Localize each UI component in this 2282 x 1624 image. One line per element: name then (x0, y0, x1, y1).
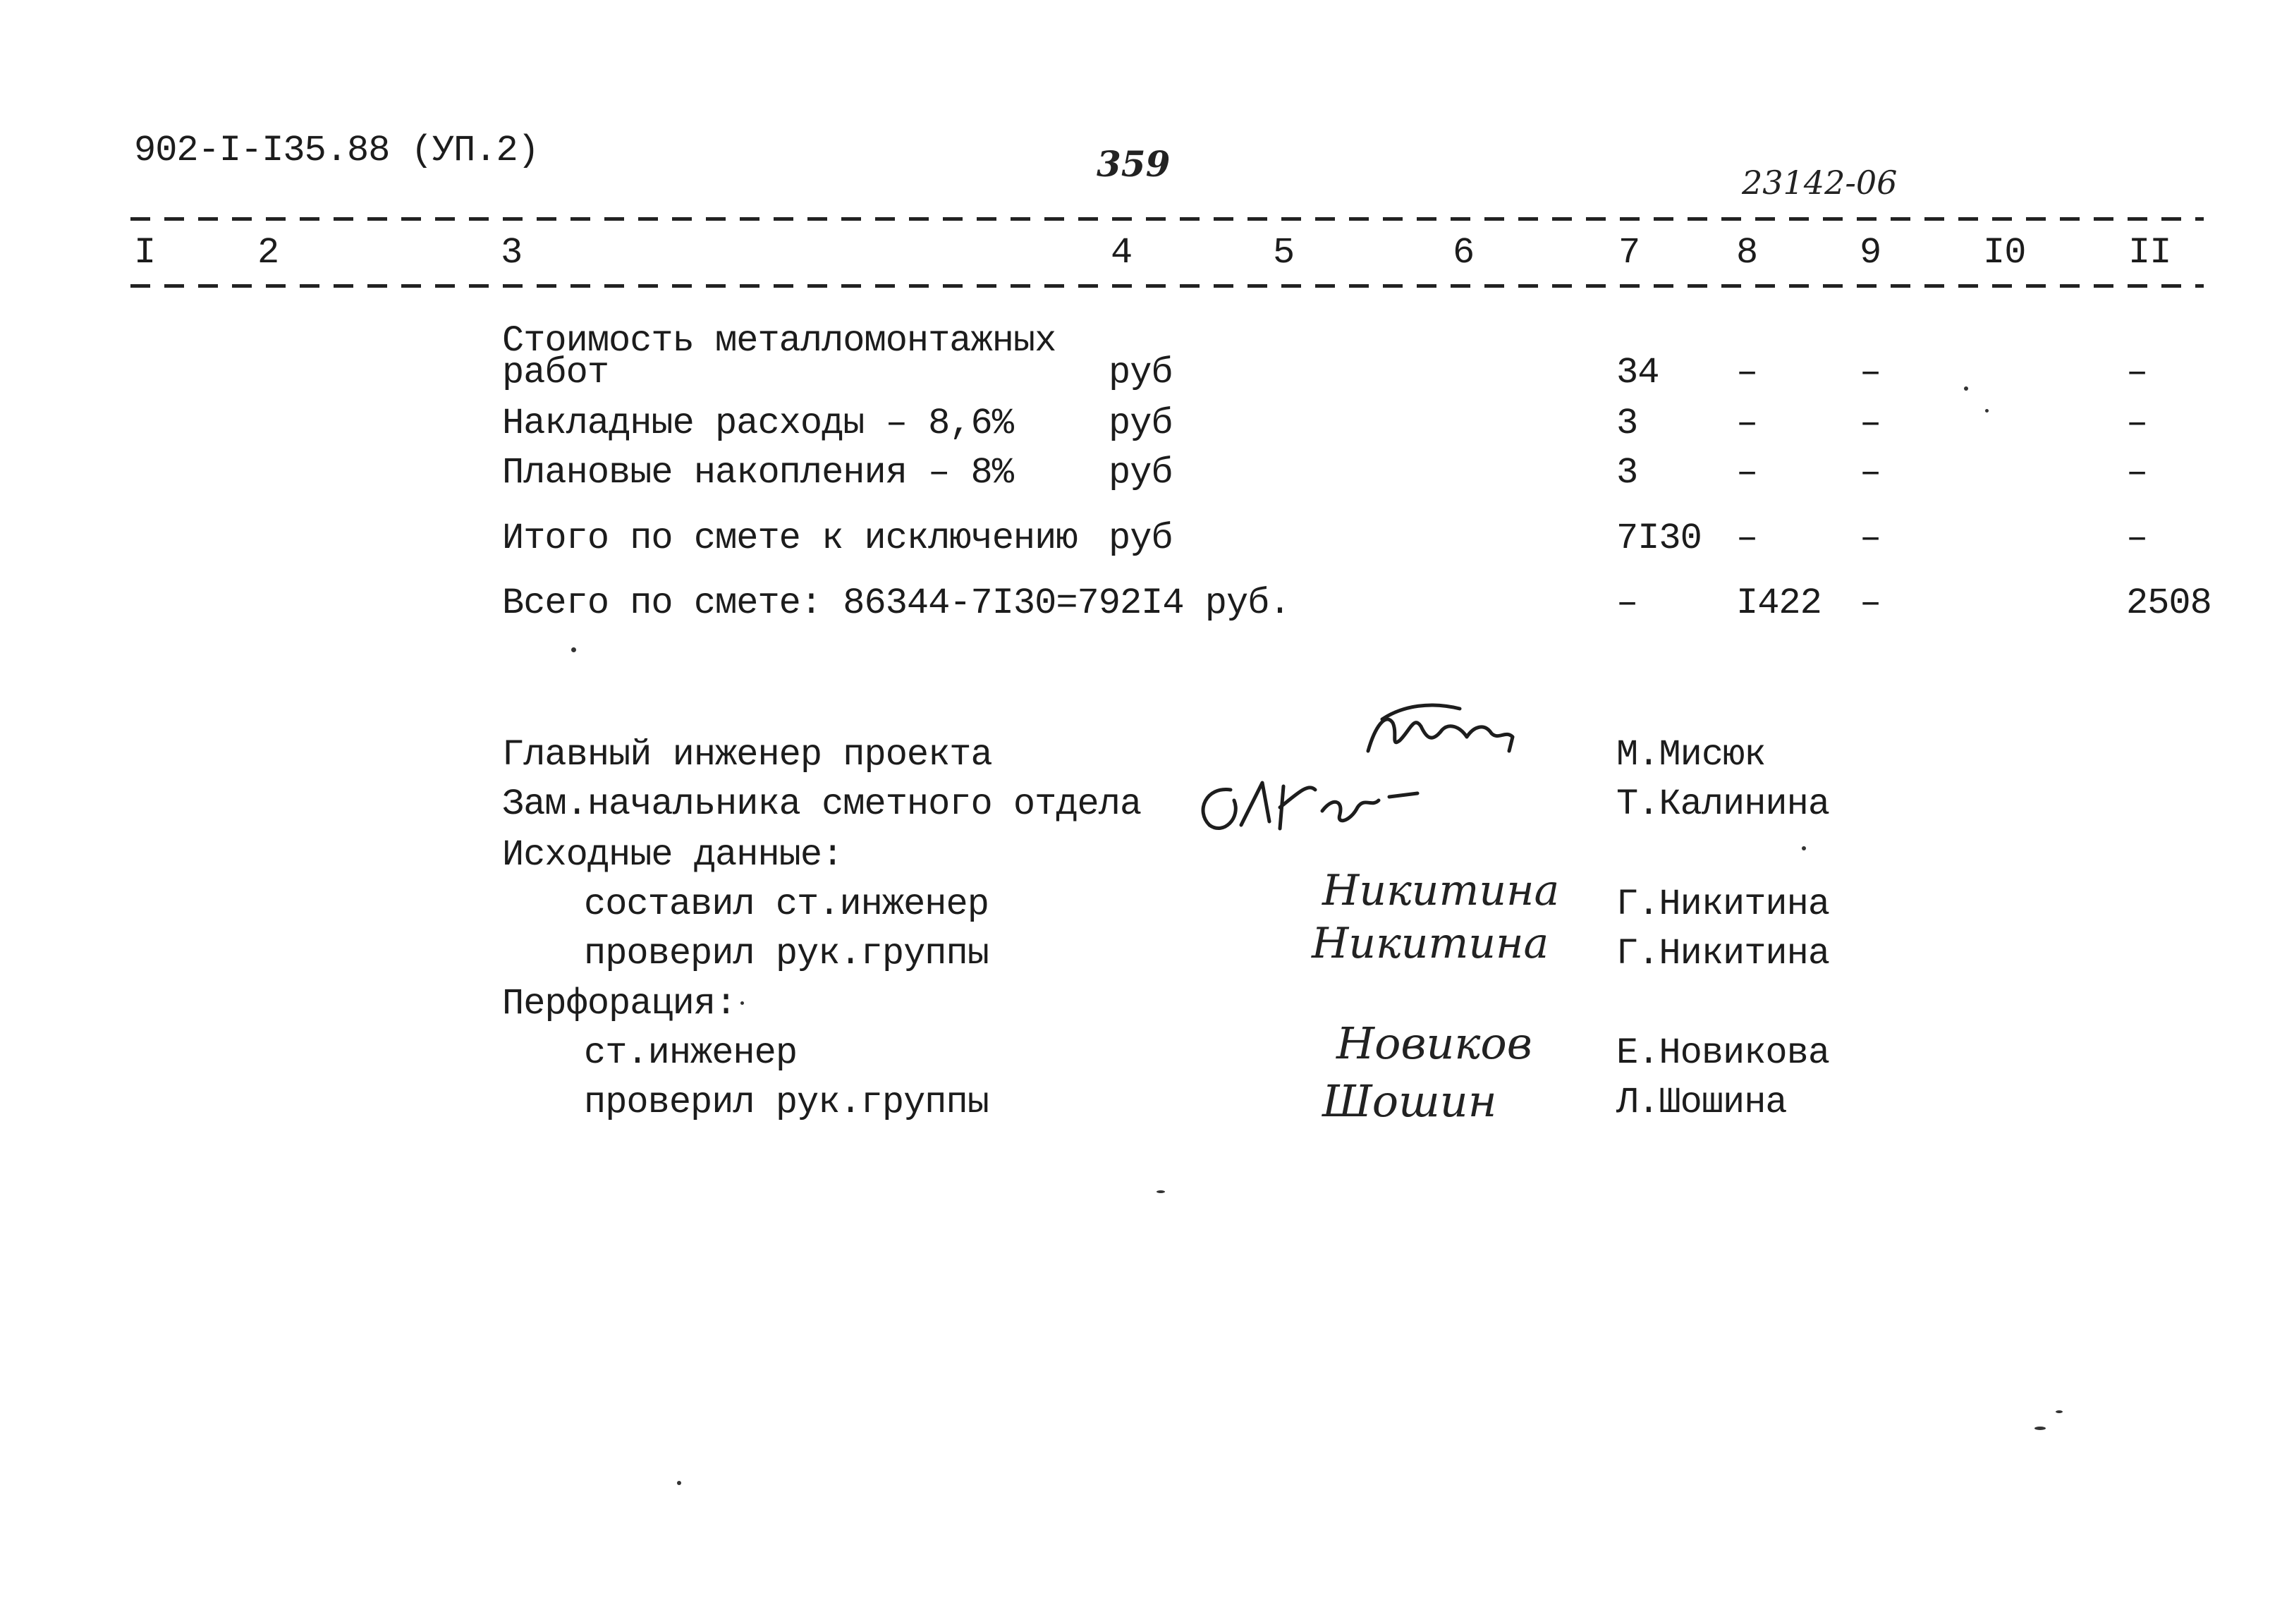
row-col7: 3 (1616, 452, 1638, 494)
column-header: II (2128, 232, 2171, 274)
signature-perforation-engineer: Новиков (1336, 1018, 1532, 1069)
column-header: 4 (1111, 232, 1133, 274)
scan-speck (1157, 1190, 1165, 1193)
column-header: 5 (1273, 232, 1295, 274)
chief-engineer-name: М.Мисюк (1616, 734, 1766, 776)
page-number: 359 (1097, 143, 1171, 185)
signature-deputy-head (1192, 769, 1474, 846)
deputy-head-role: Зам.начальника сметного отдела (502, 783, 1142, 825)
scan-speck (571, 647, 576, 652)
scan-speck (740, 1001, 744, 1005)
checked-name: Г.Никитина (1616, 933, 1830, 975)
compiled-name: Г.Никитина (1616, 884, 1830, 925)
signature-checked: Никитина (1312, 919, 1549, 968)
row-col9: – (1860, 452, 1881, 494)
row-text: Накладные расходы – 8,6% (502, 403, 1013, 444)
row-col7: 34 (1616, 352, 1659, 393)
row-col9: – (1860, 403, 1881, 444)
row-unit: руб (1109, 518, 1173, 559)
scan-speck (2056, 1410, 2063, 1413)
scan-speck (1964, 386, 1968, 391)
column-header: 9 (1860, 232, 1881, 274)
compiled-role: составил ст.инженер (584, 884, 989, 925)
row-col8: – (1736, 452, 1758, 494)
checked-role: проверил рук.группы (584, 933, 989, 975)
row-col11: – (2126, 518, 2148, 559)
scan-speck (2034, 1427, 2046, 1430)
column-header: I0 (1983, 232, 2026, 274)
scan-speck (1802, 846, 1806, 850)
column-header: 2 (257, 232, 279, 274)
row-col7: – (1616, 582, 1638, 624)
perforation-engineer-role: ст.инженер (584, 1032, 798, 1074)
signature-perforation-checked: Шошин (1322, 1075, 1497, 1127)
row-col11: – (2126, 403, 2148, 444)
row-col11: – (2126, 352, 2148, 393)
row-text: Всего по смете: 86344-7I30=792I4 руб. (502, 582, 1291, 624)
document-code: 902-I-I35.88 (УП.2) (134, 130, 539, 171)
column-header: I (134, 232, 156, 274)
signature-chief-engineer (1361, 698, 1523, 769)
header-rule-bottom (130, 284, 2204, 288)
perforation-checked-role: проверил рук.группы (584, 1082, 989, 1123)
row-col11: 2508 (2126, 582, 2211, 624)
perforation-heading: Перфорация: (502, 983, 737, 1025)
column-header: 6 (1453, 232, 1475, 274)
row-text: Стоимость металломонтажных (502, 320, 1056, 362)
column-header: 7 (1618, 232, 1640, 274)
perforation-checked-name: Л.Шошина (1616, 1082, 1787, 1123)
row-col8: – (1736, 352, 1758, 393)
row-text: Плановые накопления – 8% (502, 452, 1013, 494)
row-col7: 7I30 (1616, 518, 1702, 559)
row-col9: – (1860, 582, 1881, 624)
row-col9: – (1860, 518, 1881, 559)
row-col11: – (2126, 452, 2148, 494)
row-col8: – (1736, 518, 1758, 559)
scan-speck (677, 1481, 681, 1485)
row-text: работ (502, 352, 609, 393)
row-col9: – (1860, 352, 1881, 393)
chief-engineer-role: Главный инженер проекта (502, 734, 992, 776)
row-unit: руб (1109, 352, 1173, 393)
row-col8: – (1736, 403, 1758, 444)
column-header: 3 (501, 232, 523, 274)
row-col8: I422 (1736, 582, 1822, 624)
column-header: 8 (1736, 232, 1758, 274)
deputy-head-name: Т.Калинина (1616, 783, 1830, 825)
source-data-heading: Исходные данные: (502, 834, 843, 876)
stamp-number: 23142-06 (1742, 164, 1898, 202)
perforation-engineer-name: Е.Новикова (1616, 1032, 1830, 1074)
header-rule-top (130, 217, 2204, 221)
signature-compiled: Никитина (1322, 866, 1560, 915)
row-text: Итого по смете к исключению (502, 518, 1078, 559)
scan-speck (1985, 409, 1989, 413)
row-col7: 3 (1616, 403, 1638, 444)
row-unit: руб (1109, 403, 1173, 444)
row-unit: руб (1109, 452, 1173, 494)
